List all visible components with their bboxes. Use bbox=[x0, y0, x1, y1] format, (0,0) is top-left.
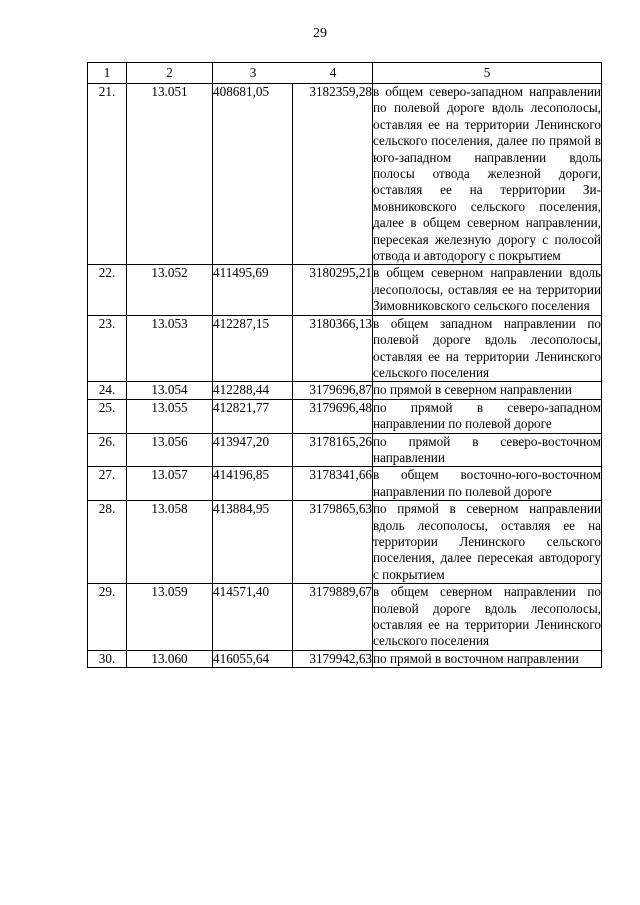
coordinate-y-cell: 3178341,66 bbox=[293, 467, 373, 501]
table-row bbox=[88, 433, 602, 467]
point-number-cell: 22. bbox=[88, 265, 127, 315]
boundary-description-cell: по прямой в восточном направлении bbox=[373, 650, 602, 667]
coordinate-x-cell: 413884,95 bbox=[213, 501, 293, 584]
boundary-description-cell: в общем западном направлении по полевой дороге вдоль лесополосы, оставляя ее на территории Ленинского сельского поселения bbox=[373, 315, 601, 380]
coordinate-x-cell: 412821,77 bbox=[213, 399, 293, 433]
column-header-4: 4 bbox=[329, 64, 337, 80]
page-number: 29 bbox=[313, 26, 327, 41]
table-row bbox=[88, 84, 602, 265]
table-row bbox=[88, 399, 602, 433]
boundary-description-cell: по прямой в северо-восточном направлении bbox=[373, 433, 601, 465]
coordinate-x-cell: 411495,69 bbox=[213, 265, 293, 315]
point-code-cell: 13.056 bbox=[127, 433, 213, 467]
point-number-cell: 29. bbox=[88, 584, 127, 651]
point-number-cell: 27. bbox=[88, 467, 127, 501]
coordinate-x-cell: 413947,20 bbox=[213, 433, 293, 467]
table-header-row bbox=[88, 63, 602, 84]
point-number-cell: 25. bbox=[88, 399, 127, 433]
point-code-cell: 13.053 bbox=[127, 315, 213, 382]
coordinate-x-cell: 414571,40 bbox=[213, 584, 293, 651]
point-number-cell: 30. bbox=[88, 650, 127, 667]
boundary-description-cell: по прямой в северном направлении bbox=[373, 382, 602, 399]
boundary-description-cell: в общем северном направлении по полевой дороге вдоль лесополосы, оставляя ее на территории Ленинского сельского поселения bbox=[373, 584, 601, 649]
point-number-cell: 21. bbox=[88, 84, 127, 265]
point-code-cell: 13.055 bbox=[127, 399, 213, 433]
coordinate-y-cell: 3179865,63 bbox=[293, 501, 373, 584]
coordinate-y-cell: 3178165,26 bbox=[293, 433, 373, 467]
point-number-cell: 24. bbox=[88, 382, 127, 399]
coordinate-y-cell: 3179696,87 bbox=[293, 382, 373, 399]
boundary-description-cell: по прямой в северо-западном направлении по полевой дороге bbox=[373, 399, 601, 432]
point-code-cell: 13.052 bbox=[127, 265, 213, 315]
point-code-cell: 13.058 bbox=[127, 501, 213, 584]
point-code-cell: 13.059 bbox=[127, 584, 213, 651]
table-row bbox=[88, 467, 602, 501]
boundary-description-cell: в общем восточно-юго-восточном направлении по полевой дороге bbox=[373, 467, 601, 499]
boundary-description-cell: в общем северном направлении вдоль лесополосы, оставляя ее на территории Зимовниковского сельского поселения bbox=[373, 265, 601, 314]
point-code-cell: 13.054 bbox=[127, 382, 213, 399]
table-row bbox=[88, 382, 602, 399]
boundary-description-cell: в общем северо-западном направлении по полевой дороге вдоль лесополосы, оставляя ее на территории Ленинского сельского поселения, далее по прямой в юго-западном направлении вдоль полосы отвода железной дороги, оставляя ее на территории Зимовниковского сельского поселения, далее в общем северном направлении, пересекая железную дорогу с полосой отвода и автодорогу с покрытием bbox=[373, 84, 601, 264]
coordinate-y-cell: 3179889,67 bbox=[293, 584, 373, 651]
column-header-1: 1 bbox=[88, 63, 127, 84]
point-number-cell: 23. bbox=[88, 315, 127, 382]
table-row bbox=[88, 265, 602, 315]
point-code-cell: 13.057 bbox=[127, 467, 213, 501]
table-row bbox=[88, 501, 602, 584]
table-row bbox=[88, 650, 602, 667]
column-header-3-4 bbox=[213, 63, 373, 84]
point-code-cell: 13.060 bbox=[127, 650, 213, 667]
coordinate-y-cell: 3179942,63 bbox=[293, 650, 373, 667]
boundary-coordinates-table bbox=[87, 62, 602, 668]
column-header-5: 5 bbox=[373, 63, 602, 84]
coordinate-y-cell: 3179696,48 bbox=[293, 399, 373, 433]
table-row bbox=[88, 584, 602, 651]
point-code-cell: 13.051 bbox=[127, 84, 213, 265]
point-number-cell: 26. bbox=[88, 433, 127, 467]
coordinate-x-cell: 408681,05 bbox=[213, 84, 293, 265]
point-number-cell: 28. bbox=[88, 501, 127, 584]
coordinate-x-cell: 412288,44 bbox=[213, 382, 293, 399]
coordinate-y-cell: 3180295,21 bbox=[293, 265, 373, 315]
coordinate-y-cell: 3180366,13 bbox=[293, 315, 373, 382]
coordinate-x-cell: 416055,64 bbox=[213, 650, 293, 667]
boundary-description-cell: по прямой в северном направлении вдоль лесополосы, оставляя ее на территории Ленинского сельского поселения, далее пересекая автодорогу с покрытием bbox=[373, 501, 601, 582]
column-header-3: 3 bbox=[249, 64, 257, 80]
coordinate-x-cell: 414196,85 bbox=[213, 467, 293, 501]
table-row bbox=[88, 315, 602, 382]
coordinate-y-cell: 3182359,28 bbox=[293, 84, 373, 265]
coordinate-x-cell: 412287,15 bbox=[213, 315, 293, 382]
table-body bbox=[88, 84, 602, 668]
column-header-2: 2 bbox=[127, 63, 213, 84]
